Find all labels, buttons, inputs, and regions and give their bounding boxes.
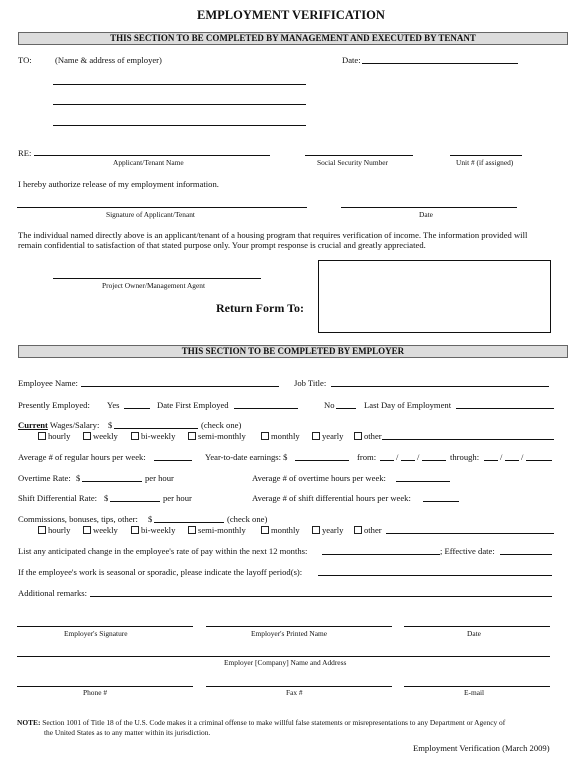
ssn-caption: Social Security Number [317, 158, 389, 167]
employer-address-line-1[interactable] [53, 84, 306, 85]
applicant-name-caption: Applicant/Tenant Name [113, 158, 184, 167]
avg-hours-label: Average # of regular hours per week: [18, 452, 146, 462]
wages-other-field[interactable] [382, 439, 554, 440]
employer-address-line-3[interactable] [53, 125, 306, 126]
effective-date-label: ; Effective date: [440, 546, 495, 556]
employer-date-field[interactable] [404, 626, 550, 627]
seasonal-field[interactable] [318, 575, 552, 576]
through-day-field[interactable] [505, 460, 519, 461]
wages-dollar: $ [108, 420, 113, 430]
from-slash-2: / [417, 452, 420, 462]
employer-signature-caption: Employer's Signature [64, 629, 128, 638]
avg-overtime-field[interactable] [396, 481, 450, 482]
employer-company-field[interactable] [17, 656, 550, 657]
job-title-field[interactable] [331, 386, 549, 387]
checkbox[interactable] [261, 526, 269, 534]
wages-yearly[interactable]: yearly [312, 431, 343, 441]
yes-label: Yes [107, 400, 120, 410]
no-label: No [324, 400, 335, 410]
no-field[interactable] [336, 408, 356, 409]
page-title: EMPLOYMENT VERIFICATION [197, 8, 385, 22]
overtime-rate-field[interactable] [82, 481, 142, 482]
re-label: RE: [18, 148, 32, 158]
through-slash-1: / [500, 452, 503, 462]
last-day-field[interactable] [456, 408, 554, 409]
checkbox[interactable] [131, 526, 139, 534]
return-address-box[interactable] [318, 260, 551, 333]
checkbox[interactable] [38, 526, 46, 534]
shift-dollar: $ [104, 493, 109, 503]
project-owner-caption: Project Owner/Management Agent [102, 281, 206, 290]
wages-label: Wages/Salary: [49, 420, 100, 430]
from-slash-1: / [396, 452, 399, 462]
phone-field[interactable] [17, 686, 193, 687]
checkbox[interactable] [38, 432, 46, 440]
remarks-field[interactable] [90, 596, 552, 597]
return-form-label: Return Form To: [216, 301, 304, 315]
anticipated-change-label: List any anticipated change in the employee's rate of pay within the next 12 months: [18, 546, 308, 556]
checkbox[interactable] [261, 432, 269, 440]
to-label: TO: [18, 55, 32, 65]
comm-semi-monthly[interactable]: semi-monthly [188, 525, 246, 535]
wages-monthly[interactable]: monthly [261, 431, 300, 441]
comm-monthly[interactable]: monthly [261, 525, 300, 535]
wages-amount-field[interactable] [114, 428, 198, 429]
presently-employed-label: Presently Employed: [18, 400, 90, 410]
email-caption: E-mail [464, 688, 485, 697]
applicant-signature-field[interactable] [17, 207, 307, 208]
comm-yearly[interactable]: yearly [312, 525, 343, 535]
unit-caption: Unit # (if assigned) [456, 158, 514, 167]
signature-date-field[interactable] [341, 207, 517, 208]
checkbox[interactable] [312, 432, 320, 440]
yes-field[interactable] [124, 408, 150, 409]
current-wages-label [18, 420, 99, 430]
remarks-label: Additional remarks: [18, 588, 87, 598]
shift-per-hour: per hour [163, 493, 192, 503]
checkbox[interactable] [312, 526, 320, 534]
anticipated-change-field[interactable] [322, 554, 440, 555]
date-first-employed-label: Date First Employed [157, 400, 229, 410]
paragraph-line-1: The individual named directly above is an applicant/tenant of a housing program that requires verification of income. The information provided will [18, 230, 528, 240]
wages-check-one: (check one) [201, 420, 242, 430]
date-label: Date: [342, 55, 361, 65]
applicant-name-field[interactable] [34, 155, 270, 156]
seasonal-label: If the employee's work is seasonal or sporadic, please indicate the layoff period(s): [18, 567, 303, 577]
paragraph-line-2: remain confidential to satisfaction of that stated purpose only. Your prompt response is crucial and greatly appreciated. [18, 240, 426, 250]
wages-semi-monthly[interactable]: semi-monthly [188, 431, 246, 441]
comm-other[interactable]: other [354, 525, 382, 535]
date-first-employed-field[interactable] [234, 408, 298, 409]
note-line-1 [17, 718, 505, 727]
from-day-field[interactable] [401, 460, 415, 461]
commissions-check-one: (check one) [227, 514, 268, 524]
through-label: through: [450, 452, 480, 462]
wages-hourly[interactable]: hourly [38, 431, 70, 441]
avg-hours-field[interactable] [154, 460, 192, 461]
through-slash-2: / [521, 452, 524, 462]
comm-other-field[interactable] [386, 533, 554, 534]
employee-name-field[interactable] [81, 386, 279, 387]
checkbox[interactable] [83, 526, 91, 534]
shift-diff-label: Shift Differential Rate: [18, 493, 98, 503]
from-year-field[interactable] [422, 460, 446, 461]
through-month-field[interactable] [484, 460, 498, 461]
ssn-field[interactable] [305, 155, 413, 156]
wages-other[interactable]: other [354, 431, 382, 441]
comm-weekly[interactable]: weekly [83, 525, 118, 535]
checkbox[interactable] [354, 432, 362, 440]
last-day-label: Last Day of Employment [364, 400, 452, 410]
ytd-amount-field[interactable] [295, 460, 349, 461]
note-label: NOTE: [17, 718, 41, 727]
phone-caption: Phone # [83, 688, 108, 697]
ytd-label: Year-to-date earnings: $ [205, 452, 288, 462]
effective-date-field[interactable] [500, 554, 552, 555]
from-month-field[interactable] [380, 460, 394, 461]
commissions-amount-field[interactable] [154, 522, 224, 523]
email-field[interactable] [404, 686, 550, 687]
job-title-label: Job Title: [294, 378, 327, 388]
footer-text: Employment Verification (March 2009) [413, 743, 550, 753]
avg-overtime-label: Average # of overtime hours per week: [252, 473, 386, 483]
section1-header: THIS SECTION TO BE COMPLETED BY MANAGEMENT AND EXECUTED BY TENANT [18, 32, 568, 45]
employee-name-label: Employee Name: [18, 378, 78, 388]
unit-field[interactable] [450, 155, 522, 156]
comm-bi-weekly[interactable]: bi-weekly [131, 525, 175, 535]
through-year-field[interactable] [526, 460, 552, 461]
wages-bi-weekly[interactable]: bi-weekly [131, 431, 175, 441]
shift-diff-field[interactable] [110, 501, 160, 502]
commissions-label: Commissions, bonuses, tips, other: [18, 514, 138, 524]
avg-shift-label: Average # of shift differential hours per week: [252, 493, 411, 503]
from-label: from: [357, 452, 377, 462]
checkbox[interactable] [188, 432, 196, 440]
project-owner-field[interactable] [53, 278, 261, 279]
current-word: Current [18, 420, 48, 430]
employer-date-caption: Date [467, 629, 481, 638]
overtime-per-hour: per hour [145, 473, 174, 483]
employer-printed-caption: Employer's Printed Name [251, 629, 328, 638]
employer-company-caption: Employer [Company] Name and Address [224, 658, 347, 667]
signature-date-caption: Date [419, 210, 433, 219]
fax-field[interactable] [206, 686, 392, 687]
employer-address-line-2[interactable] [53, 104, 306, 105]
note-text-1: Section 1001 of Title 18 of the U.S. Code makes it a criminal offense to make willful false statements or misrepresentations to any Department or Agency of [42, 718, 506, 727]
authorize-text: I hereby authorize release of my employment information. [18, 179, 219, 189]
overtime-rate-label: Overtime Rate: [18, 473, 71, 483]
date-field[interactable] [362, 63, 518, 64]
commissions-dollar: $ [148, 514, 153, 524]
signature-caption: Signature of Applicant/Tenant [106, 210, 195, 219]
employer-printed-name-field[interactable] [206, 626, 392, 627]
to-hint: (Name & address of employer) [55, 55, 162, 65]
checkbox[interactable] [188, 526, 196, 534]
checkbox[interactable] [354, 526, 362, 534]
wages-weekly[interactable]: weekly [83, 431, 118, 441]
section2-header: THIS SECTION TO BE COMPLETED BY EMPLOYER [18, 345, 568, 358]
employer-signature-field[interactable] [17, 626, 193, 627]
note-line-2: the United States as to any matter within its jurisdiction. [44, 728, 211, 737]
fax-caption: Fax # [286, 688, 303, 697]
checkbox[interactable] [83, 432, 91, 440]
avg-shift-field[interactable] [423, 501, 459, 502]
overtime-dollar: $ [76, 473, 81, 483]
checkbox[interactable] [131, 432, 139, 440]
comm-hourly[interactable]: hourly [38, 525, 70, 535]
